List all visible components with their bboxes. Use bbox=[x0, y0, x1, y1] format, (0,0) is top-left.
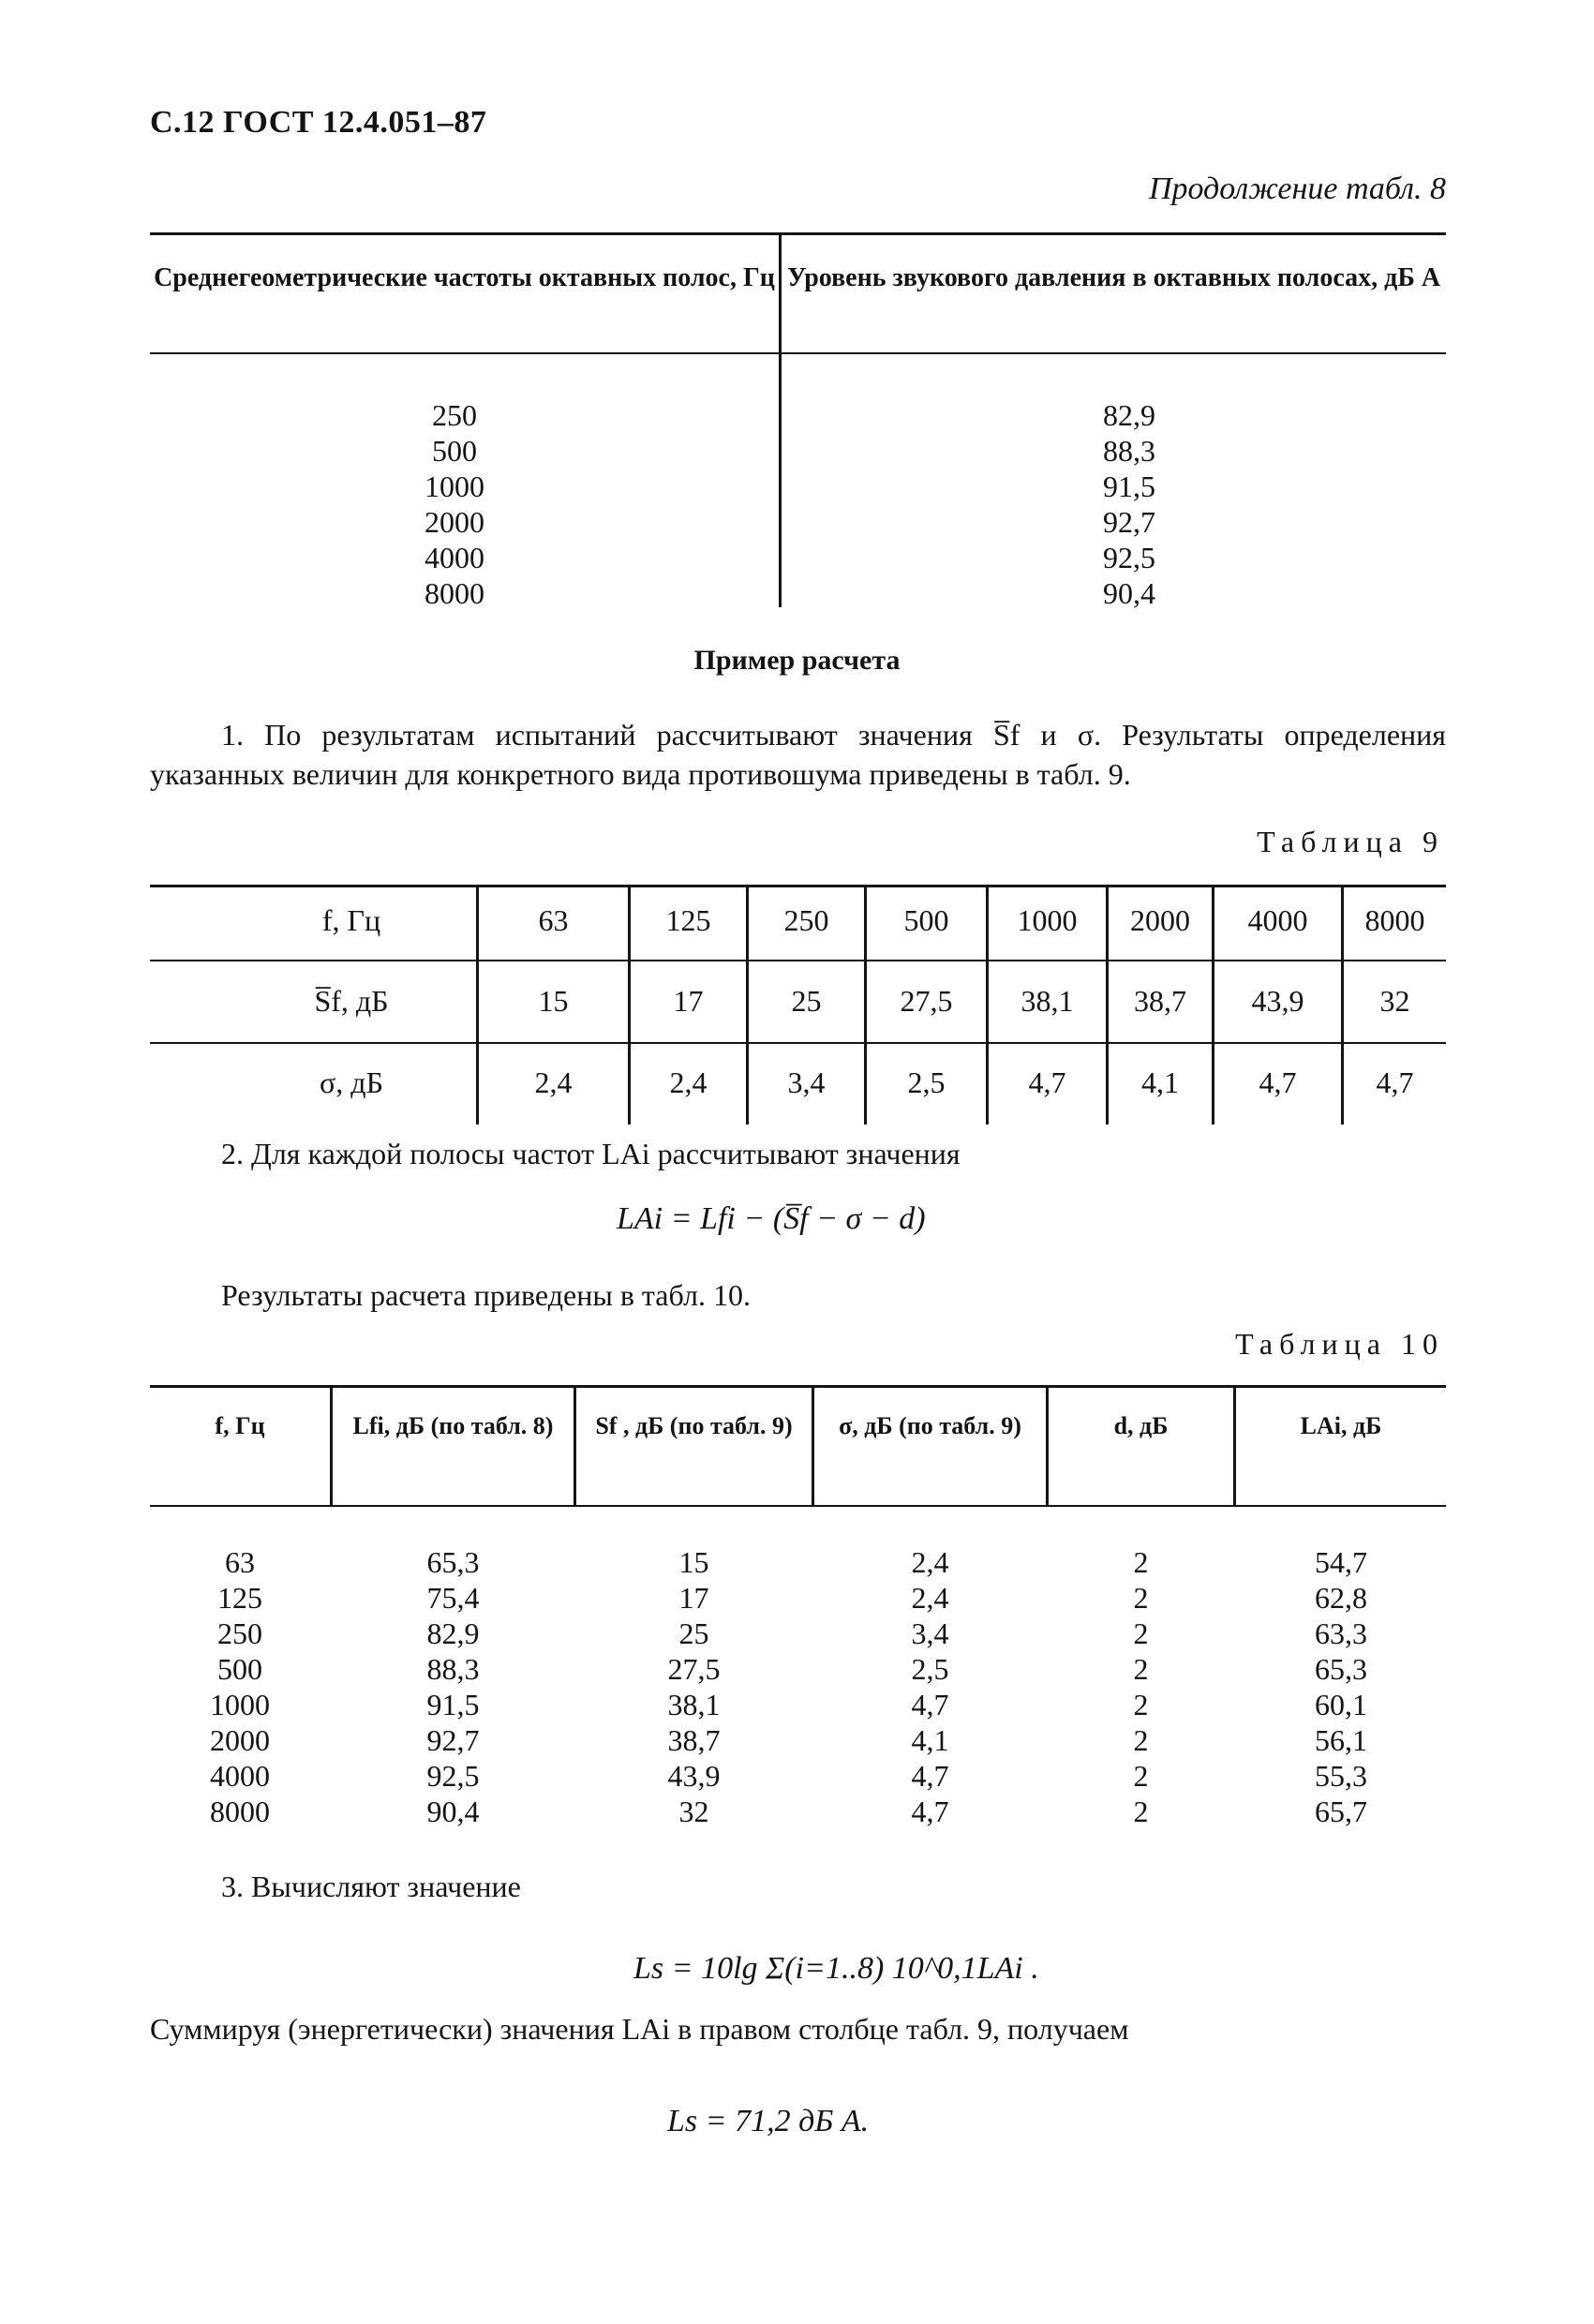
step1-paragraph: 1. По результатам испытаний рассчитывают значения S̅f и σ. Результаты определения указанных величин для конкретного вида противошума приведены в табл. 9. bbox=[150, 718, 1446, 791]
table-cell: 2 bbox=[1133, 1616, 1149, 1650]
table-cell: 2,4 bbox=[669, 1065, 708, 1099]
table-cell: 4,7 bbox=[1028, 1065, 1066, 1099]
table-cell: 88,3 bbox=[426, 1652, 480, 1686]
table-cell: 3,4 bbox=[911, 1616, 949, 1650]
table10-column bbox=[1236, 1544, 1446, 1829]
table-cell: 63,3 bbox=[1315, 1616, 1367, 1650]
table-cell: 2000 bbox=[210, 1723, 270, 1757]
table-cell: 2,4 bbox=[534, 1065, 573, 1099]
table9-row-label: σ, дБ bbox=[320, 1065, 383, 1099]
table-cell: 8000 bbox=[425, 576, 484, 610]
table-cell: 250 bbox=[217, 1616, 262, 1650]
table-cell: 17 bbox=[673, 984, 704, 1018]
table-cell: 4,1 bbox=[911, 1723, 949, 1757]
table-cell: 3,4 bbox=[787, 1065, 826, 1099]
table-cell: 25 bbox=[678, 1616, 709, 1650]
table-cell: 43,9 bbox=[1251, 984, 1304, 1018]
table-cell: 4,7 bbox=[911, 1795, 949, 1828]
table-cell: 2 bbox=[1133, 1759, 1149, 1793]
table10-column bbox=[1049, 1544, 1233, 1829]
table10-caption: Таблица 10 bbox=[1235, 1327, 1444, 1361]
table-cell: 1000 bbox=[210, 1688, 270, 1721]
table-cell: 75,4 bbox=[426, 1581, 480, 1615]
table-cell: 90,4 bbox=[426, 1795, 480, 1828]
table-cell: 82,9 bbox=[1103, 398, 1155, 432]
summary-paragraph: Суммируя (энергетически) значения LAi в правом столбце табл. 9, получаем bbox=[150, 2012, 1129, 2046]
table9-row-label: S̅f, дБ bbox=[314, 984, 389, 1018]
table-cell: 25 bbox=[791, 984, 822, 1018]
table-cell: 65,7 bbox=[1315, 1795, 1367, 1828]
table-cell: 4000 bbox=[425, 541, 484, 574]
table-cell: 92,5 bbox=[1103, 541, 1155, 574]
table-cell: 2 bbox=[1133, 1652, 1149, 1686]
table-cell: 1000 bbox=[425, 469, 484, 503]
table10-header: σ, дБ (по табл. 9) bbox=[839, 1412, 1021, 1439]
table-cell: 38,1 bbox=[1020, 984, 1074, 1018]
table-cell: 90,4 bbox=[1103, 576, 1155, 610]
section-title: Пример расчета bbox=[693, 645, 901, 676]
table8-header-level: Уровень звукового давления в октавных полосах, дБ А bbox=[786, 263, 1441, 292]
table-cell: 2000 bbox=[425, 505, 484, 539]
table-cell: 125 bbox=[217, 1581, 262, 1615]
table-cell: 500 bbox=[217, 1652, 262, 1686]
formula-ls: Ls = 10lg Σ(i=1..8) 10^0,1LAi . bbox=[633, 1951, 1039, 1986]
table-cell: 92,7 bbox=[426, 1723, 480, 1757]
table-cell: 88,3 bbox=[1103, 434, 1155, 468]
table-cell: 92,5 bbox=[426, 1759, 480, 1793]
table-cell: 8000 bbox=[1364, 903, 1425, 937]
formula-lai: LAi = Lfi − (S̅f − σ − d) bbox=[617, 1201, 926, 1236]
page-header: С.12 ГОСТ 12.4.051–87 bbox=[150, 105, 487, 140]
table-cell: 54,7 bbox=[1315, 1545, 1367, 1579]
table-cell: 43,9 bbox=[667, 1759, 721, 1793]
table-cell: 32 bbox=[678, 1795, 709, 1828]
table-cell: 2,5 bbox=[911, 1652, 949, 1686]
table-cell: 2,4 bbox=[911, 1545, 949, 1579]
results-note: Результаты расчета приведены в табл. 10. bbox=[221, 1278, 751, 1312]
table-cell: 15 bbox=[678, 1545, 709, 1579]
table8-level-column bbox=[1050, 397, 1209, 611]
table10-column bbox=[333, 1544, 574, 1829]
table-cell: 82,9 bbox=[426, 1616, 480, 1650]
table10-column bbox=[576, 1544, 812, 1829]
table10-column bbox=[150, 1544, 330, 1829]
table-cell: 2 bbox=[1133, 1688, 1149, 1721]
table-cell: 2 bbox=[1133, 1723, 1149, 1757]
result-formula: Ls = 71,2 дБ А. bbox=[667, 2104, 870, 2138]
table10-column bbox=[814, 1544, 1046, 1829]
table-cell: 500 bbox=[432, 434, 477, 468]
step2-paragraph: 2. Для каждой полосы частот LAi рассчитывают значения bbox=[221, 1137, 961, 1170]
table10-header: d, дБ bbox=[1113, 1412, 1169, 1439]
table-cell: 38,1 bbox=[667, 1688, 721, 1721]
table-cell: 38,7 bbox=[667, 1723, 721, 1757]
table-cell: 1000 bbox=[1017, 903, 1078, 937]
table-cell: 125 bbox=[665, 903, 711, 937]
table8-header-freq: Среднегеометрические частоты октавных полос, Гц bbox=[154, 263, 775, 292]
table-cell: 91,5 bbox=[426, 1688, 480, 1721]
table-cell: 4,7 bbox=[911, 1688, 949, 1721]
table-cell: 2,5 bbox=[907, 1065, 946, 1099]
table-cell: 4,1 bbox=[1141, 1065, 1179, 1099]
table-cell: 17 bbox=[678, 1581, 709, 1615]
table-cell: 2 bbox=[1133, 1581, 1149, 1615]
table-cell: 15 bbox=[538, 984, 569, 1018]
table-cell: 500 bbox=[903, 903, 949, 937]
table-cell: 65,3 bbox=[1315, 1652, 1367, 1686]
table-cell: 56,1 bbox=[1315, 1723, 1367, 1757]
table-cell: 2 bbox=[1133, 1545, 1149, 1579]
table10-header: Sf , дБ (по табл. 9) bbox=[595, 1412, 793, 1439]
table-cell: 4,7 bbox=[911, 1759, 949, 1793]
table-cell: 4000 bbox=[1247, 903, 1308, 937]
table-cell: 27,5 bbox=[667, 1652, 721, 1686]
table-cell: 92,7 bbox=[1103, 505, 1155, 539]
table-cell: 63 bbox=[225, 1545, 255, 1579]
table9-caption: Таблица 9 bbox=[1257, 825, 1444, 858]
table8-freq-column bbox=[375, 397, 534, 611]
table-cell: 62,8 bbox=[1315, 1581, 1367, 1615]
table-cell: 32 bbox=[1379, 984, 1410, 1018]
table-continuation-label: Продолжение табл. 8 bbox=[1148, 171, 1446, 206]
table-cell: 60,1 bbox=[1315, 1688, 1367, 1721]
table-cell: 63 bbox=[538, 903, 569, 937]
table10-header: Lfi, дБ (по табл. 8) bbox=[352, 1412, 554, 1439]
step3-paragraph: 3. Вычисляют значение bbox=[221, 1870, 521, 1903]
table-cell: 250 bbox=[783, 903, 829, 937]
table-cell: 27,5 bbox=[900, 984, 953, 1018]
table-cell: 2,4 bbox=[911, 1581, 949, 1615]
table-cell: 4,7 bbox=[1376, 1065, 1414, 1099]
table10-header: LAi, дБ bbox=[1300, 1412, 1382, 1439]
table-cell: 8000 bbox=[210, 1795, 270, 1828]
table-cell: 38,7 bbox=[1134, 984, 1186, 1018]
table-cell: 4,7 bbox=[1259, 1065, 1297, 1099]
table-cell: 91,5 bbox=[1103, 469, 1155, 503]
table9-row-label: f, Гц bbox=[321, 903, 381, 937]
table-cell: 2000 bbox=[1130, 903, 1190, 937]
table-cell: 4000 bbox=[210, 1759, 270, 1793]
table-cell: 2 bbox=[1133, 1795, 1149, 1828]
table-cell: 65,3 bbox=[426, 1545, 480, 1579]
table-cell: 55,3 bbox=[1315, 1759, 1367, 1793]
table-cell: 250 bbox=[432, 398, 477, 432]
table10-header: f, Гц bbox=[215, 1412, 265, 1439]
